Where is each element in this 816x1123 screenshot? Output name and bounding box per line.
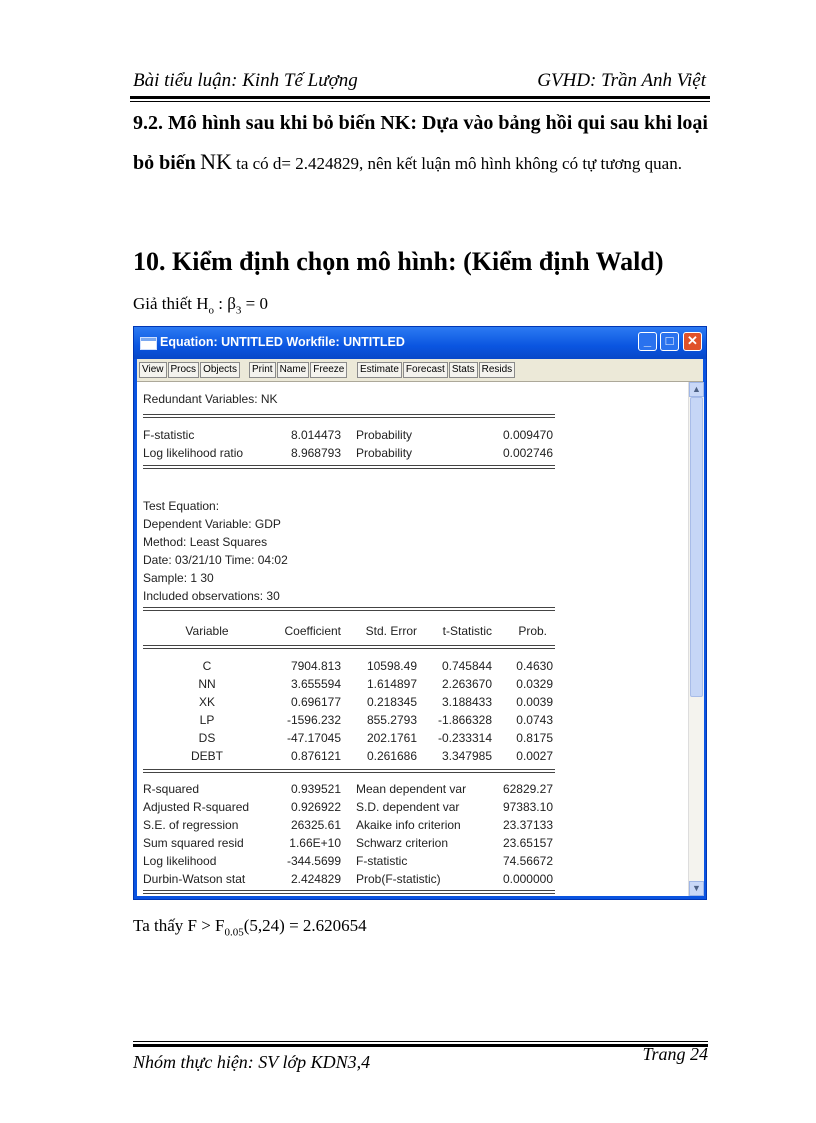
window-app-icon (140, 337, 157, 350)
header-rule-thin (130, 101, 710, 102)
objects-button[interactable]: Objects (200, 362, 240, 378)
footer-rule-thin (133, 1041, 708, 1042)
coef-prob: 0.4630 (516, 659, 553, 673)
stat-value: 2.424829 (290, 872, 341, 886)
coef-prob: 0.0743 (516, 713, 553, 727)
test-label: F-statistic (143, 428, 195, 442)
stat-value-2: 23.37133 (502, 818, 553, 832)
vertical-scrollbar[interactable] (688, 382, 704, 896)
test-label: Log likelihood ratio (143, 446, 244, 460)
coef-t-stat: -0.233314 (437, 731, 492, 745)
info-line: Included observations: 30 (143, 589, 280, 603)
coef-t-stat: 3.188433 (441, 695, 492, 709)
stat-label-2: Mean dependent var (356, 782, 467, 796)
footer-right: Trang 24 (642, 1044, 708, 1064)
test-value: 8.968793 (290, 446, 341, 460)
test-prob-label: Probability (356, 446, 413, 460)
coef-std-error: 0.261686 (366, 749, 417, 763)
coef-variable: LP (199, 713, 215, 727)
coef-t-stat: 2.263670 (441, 677, 492, 691)
view-button[interactable]: View (139, 362, 167, 378)
forecast-button[interactable]: Forecast (403, 362, 448, 378)
paragraph-9-2 (133, 104, 708, 183)
section-title: 10. Kiểm định chọn mô hình: (Kiểm định Wald) (133, 247, 664, 276)
window-toolbar (137, 359, 703, 382)
stat-label-2: Akaike info criterion (356, 818, 461, 832)
test-prob-label: Probability (356, 428, 413, 442)
coef-prob: 0.0027 (516, 749, 553, 763)
divider (143, 769, 555, 773)
coef-variable: DEBT (190, 749, 223, 763)
info-line: Method: Least Squares (143, 535, 268, 549)
divider (143, 890, 555, 894)
coef-value: 7904.813 (290, 659, 341, 673)
hypothesis-suffix: = 0 (241, 294, 269, 313)
coef-std-error: 855.2793 (366, 713, 417, 727)
test-prob-value: 0.009470 (502, 428, 553, 442)
stats-button[interactable]: Stats (449, 362, 478, 378)
hypothesis (133, 294, 708, 316)
stat-value: -344.5699 (286, 854, 341, 868)
col-header-prob: Prob. (518, 624, 547, 638)
coef-std-error: 10598.49 (366, 659, 417, 673)
equation-window (133, 326, 707, 900)
stat-label: Adjusted R-squared (143, 800, 250, 814)
coef-value: 0.876121 (290, 749, 341, 763)
scroll-up-arrow-icon[interactable]: ▲ (689, 382, 704, 397)
test-prob-value: 0.002746 (502, 446, 553, 460)
coef-t-stat: 0.745844 (441, 659, 492, 673)
coef-prob: 0.8175 (516, 731, 553, 745)
minimize-button[interactable]: _ (638, 332, 657, 351)
coef-prob: 0.0329 (516, 677, 553, 691)
redundant-variables: Redundant Variables: NK (143, 392, 278, 406)
toolbar-group-1 (139, 362, 241, 377)
conclusion-suffix: (5,24) = 2.620654 (243, 916, 367, 935)
stat-value: 0.939521 (290, 782, 341, 796)
toolbar-group-2 (249, 362, 348, 377)
coef-variable: NN (198, 677, 216, 691)
test-value: 8.014473 (290, 428, 341, 442)
scroll-down-arrow-icon[interactable]: ▼ (689, 881, 704, 896)
conclusion-sub: 0.05 (224, 926, 244, 939)
divider (143, 465, 555, 469)
header-right: GVHD: Trần Anh Việt (537, 70, 706, 91)
info-line: Sample: 1 30 (143, 571, 214, 585)
conclusion-prefix: Ta thấy F > F (133, 916, 225, 935)
coef-variable: C (202, 659, 212, 673)
hypothesis-sub: o (208, 304, 215, 317)
coef-value: -1596.232 (286, 713, 341, 727)
coef-value: 0.696177 (290, 695, 341, 709)
paragraph-9-2-nk: NK (200, 149, 232, 174)
coef-t-stat: -1.866328 (437, 713, 492, 727)
coef-value: -47.17045 (286, 731, 341, 745)
hypothesis-sub2: 3 (235, 304, 242, 317)
info-line: Date: 03/21/10 Time: 04:02 (143, 553, 288, 567)
stat-label: S.E. of regression (143, 818, 239, 832)
stat-label-2: Prob(F-statistic) (356, 872, 441, 886)
coef-prob: 0.0039 (516, 695, 553, 709)
col-header-t-statistic: t-Statistic (442, 624, 492, 638)
window-titlebar[interactable] (134, 327, 706, 359)
paragraph-9-2-rest: ta có d= 2.424829, nên kết luận mô hình không có tự tương quan. (231, 154, 682, 173)
col-header-coefficient: Coefficient (284, 624, 341, 638)
divider (143, 645, 555, 649)
divider (143, 414, 555, 418)
coef-variable: DS (198, 731, 216, 745)
name-button[interactable]: Name (277, 362, 310, 378)
hypothesis-prefix: Giả thiết H (133, 294, 209, 313)
col-header-std-error: Std. Error (365, 624, 417, 638)
scroll-thumb[interactable] (690, 397, 703, 697)
coef-variable: XK (198, 695, 215, 709)
header-rule-thick (130, 96, 710, 99)
maximize-button[interactable]: □ (660, 332, 679, 351)
info-line: Test Equation: (143, 499, 220, 513)
window-title: Equation: UNTITLED Workfile: UNTITLED (160, 335, 405, 349)
coef-t-stat: 3.347985 (441, 749, 492, 763)
toolbar-group-3 (357, 362, 516, 377)
conclusion (133, 916, 708, 938)
stat-label: Sum squared resid (143, 836, 244, 850)
stat-label: Log likelihood (143, 854, 217, 868)
stat-value: 1.66E+10 (289, 836, 341, 850)
footer-rule-thick (133, 1044, 708, 1047)
coef-std-error: 202.1761 (366, 731, 417, 745)
coef-std-error: 1.614897 (366, 677, 417, 691)
info-line: Dependent Variable: GDP (143, 517, 281, 531)
coef-std-error: 0.218345 (366, 695, 417, 709)
stat-label: R-squared (143, 782, 200, 796)
coef-value: 3.655594 (290, 677, 341, 691)
stat-label-2: F-statistic (356, 854, 408, 868)
close-button[interactable]: ✕ (683, 332, 702, 351)
stat-label-2: Schwarz criterion (356, 836, 449, 850)
divider (143, 607, 555, 611)
stat-value: 26325.61 (290, 818, 341, 832)
stat-label-2: S.D. dependent var (356, 800, 460, 814)
stat-value: 0.926922 (290, 800, 341, 814)
stat-value-2: 97383.10 (502, 800, 553, 814)
print-button[interactable]: Print (249, 362, 276, 378)
header-left: Bài tiểu luận: Kinh Tế Lượng (133, 70, 358, 91)
hypothesis-mid: : β (214, 294, 236, 313)
stat-label: Durbin-Watson stat (143, 872, 246, 886)
resids-button[interactable]: Resids (479, 362, 516, 378)
paragraph-9-2-bold: 9.2. Mô hình sau khi bỏ biến NK: Dựa vào bảng hồi qui sau khi loại bỏ biến (133, 112, 708, 174)
stat-value-2: 23.65157 (502, 836, 553, 850)
stat-value-2: 62829.27 (502, 782, 553, 796)
output-table (137, 382, 688, 896)
procs-button[interactable]: Procs (168, 362, 200, 378)
footer-left: Nhóm thực hiện: SV lớp KDN3,4 (133, 1052, 371, 1072)
freeze-button[interactable]: Freeze (310, 362, 347, 378)
estimate-button[interactable]: Estimate (357, 362, 402, 378)
col-header-variable: Variable (185, 624, 229, 638)
stat-value-2: 0.000000 (502, 872, 553, 886)
stat-value-2: 74.56672 (502, 854, 553, 868)
